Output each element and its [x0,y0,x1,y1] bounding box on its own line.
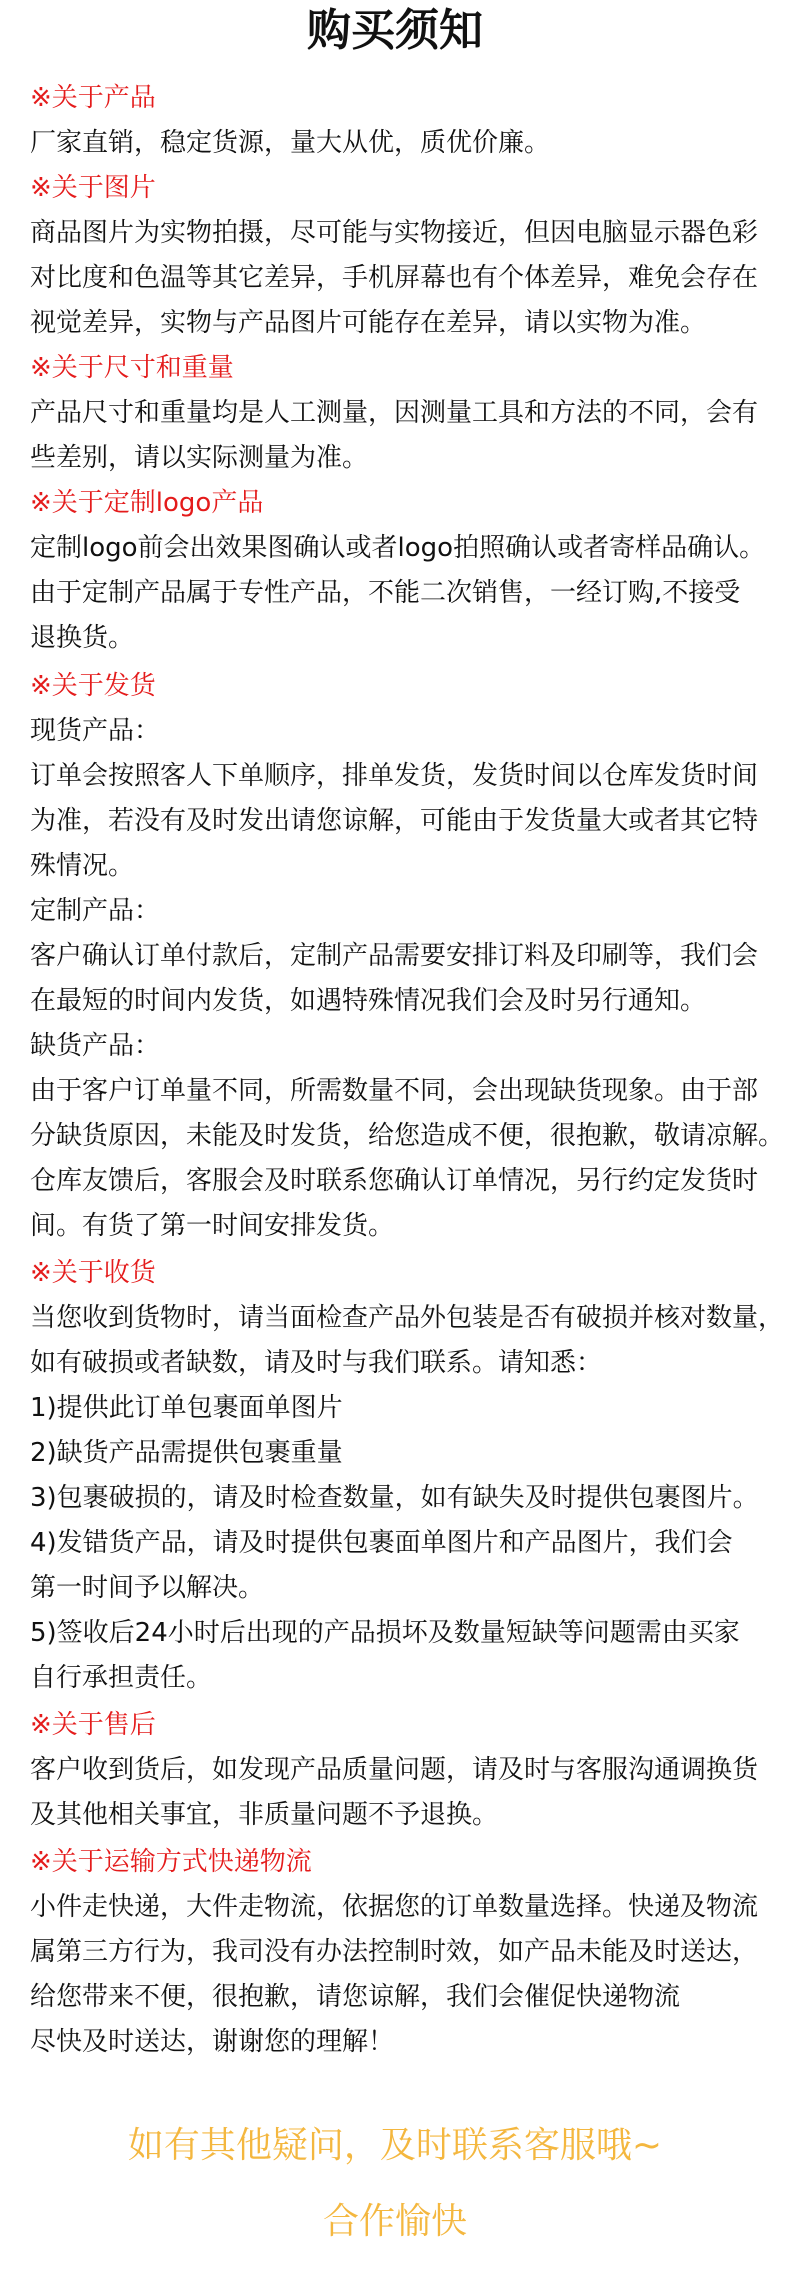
body-text-line: 现货产品： [30,716,161,746]
body-text-line: 4)发错货产品，请及时提供包裹面单图片和产品图片，我们会 [30,1528,733,1558]
body-text-line: 为准，若没有及时发出请您谅解，可能由于发货量大或者其它特 [30,806,759,836]
body-text-line: 1)提供此订单包裹面单图片 [30,1393,343,1423]
body-text-line: 定制产品： [30,896,161,926]
body-text-line: 退换货。 [30,623,135,653]
body-text-line: 商品图片为实物拍摄，尽可能与实物接近，但因电脑显示器色彩 [30,218,759,248]
body-text-line: 殊情况。 [30,851,135,881]
body-text-line: 尽快及时送达，谢谢您的理解！ [30,2027,395,2057]
body-text-line: 厂家直销，稳定货源，量大从优，质优价廉。 [30,128,551,158]
body-text-line: 如有破损或者缺数，请及时与我们联系。请知悉： [30,1348,603,1378]
section-heading: ※关于售后 [30,1710,156,1740]
body-text-line: 小件走快递，大件走物流，依据您的订单数量选择。快递及物流 [30,1892,759,1922]
body-text-line: 产品尺寸和重量均是人工测量，因测量工具和方法的不同，会有 [30,398,759,428]
body-text-line: 由于客户订单量不同，所需数量不同，会出现缺货现象。由于部 [30,1076,759,1106]
body-text-line: 属第三方行为，我司没有办法控制时效，如产品未能及时送达， [30,1937,759,1967]
section-heading: ※关于定制logo产品 [30,488,264,518]
section-heading: ※关于发货 [30,671,156,701]
body-text-line: 仓库友馈后，客服会及时联系您确认订单情况，另行约定发货时 [30,1166,759,1196]
section-heading: ※关于运输方式快递物流 [30,1847,312,1877]
section-heading: ※关于产品 [30,83,156,113]
footer-closing-line: 合作愉快 [322,2201,467,2242]
body-text-line: 及其他相关事宜，非质量问题不予退换。 [30,1800,499,1830]
body-text-line: 缺货产品： [30,1031,161,1061]
body-text-line: 些差别，请以实际测量为准。 [30,443,369,473]
body-text-line: 在最短的时间内发货，如遇特殊情况我们会及时另行通知。 [30,986,707,1016]
body-text-line: 对比度和色温等其它差异，手机屏幕也有个体差异，难免会存在 [30,263,759,293]
footer-contact-line: 如有其他疑问，及时联系客服哦~ [127,2125,663,2166]
body-text-line: 第一时间予以解决。 [30,1573,265,1603]
body-text-line: 3)包裹破损的，请及时检查数量，如有缺失及时提供包裹图片。 [30,1483,759,1513]
body-text-line: 客户收到货后，如发现产品质量问题，请及时与客服沟通调换货 [30,1755,759,1785]
body-text-line: 分缺货原因，未能及时发货，给您造成不便，很抱歉，敬请凉解。 [30,1121,785,1151]
body-text-line: 间。有货了第一时间安排发货。 [30,1211,395,1241]
body-text-line: 由于定制产品属于专性产品，不能二次销售，一经订购,不接受 [30,578,741,608]
body-text-line: 2)缺货产品需提供包裹重量 [30,1438,343,1468]
body-text-line: 自行承担责任。 [30,1663,213,1693]
body-text-line: 给您带来不便，很抱歉，请您谅解，我们会催促快递物流 [30,1982,681,2012]
section-heading: ※关于尺寸和重量 [30,353,234,383]
body-text-line: 订单会按照客人下单顺序，排单发货，发货时间以仓库发货时间 [30,761,759,791]
page-title: 购买须知 [307,5,483,56]
body-text-line: 当您收到货物时，请当面检查产品外包装是否有破损并核对数量， [30,1303,785,1333]
section-heading: ※关于收货 [30,1258,156,1288]
body-text-line: 视觉差异，实物与产品图片可能存在差异，请以实物为准。 [30,308,707,338]
body-text-line: 客户确认订单付款后，定制产品需要安排订料及印刷等，我们会 [30,941,759,971]
body-text-line: 定制logo前会出效果图确认或者logo拍照确认或者寄样品确认。 [30,533,766,563]
body-text-line: 5)签收后24小时后出现的产品损坏及数量短缺等问题需由买家 [30,1618,740,1648]
section-heading: ※关于图片 [30,173,156,203]
